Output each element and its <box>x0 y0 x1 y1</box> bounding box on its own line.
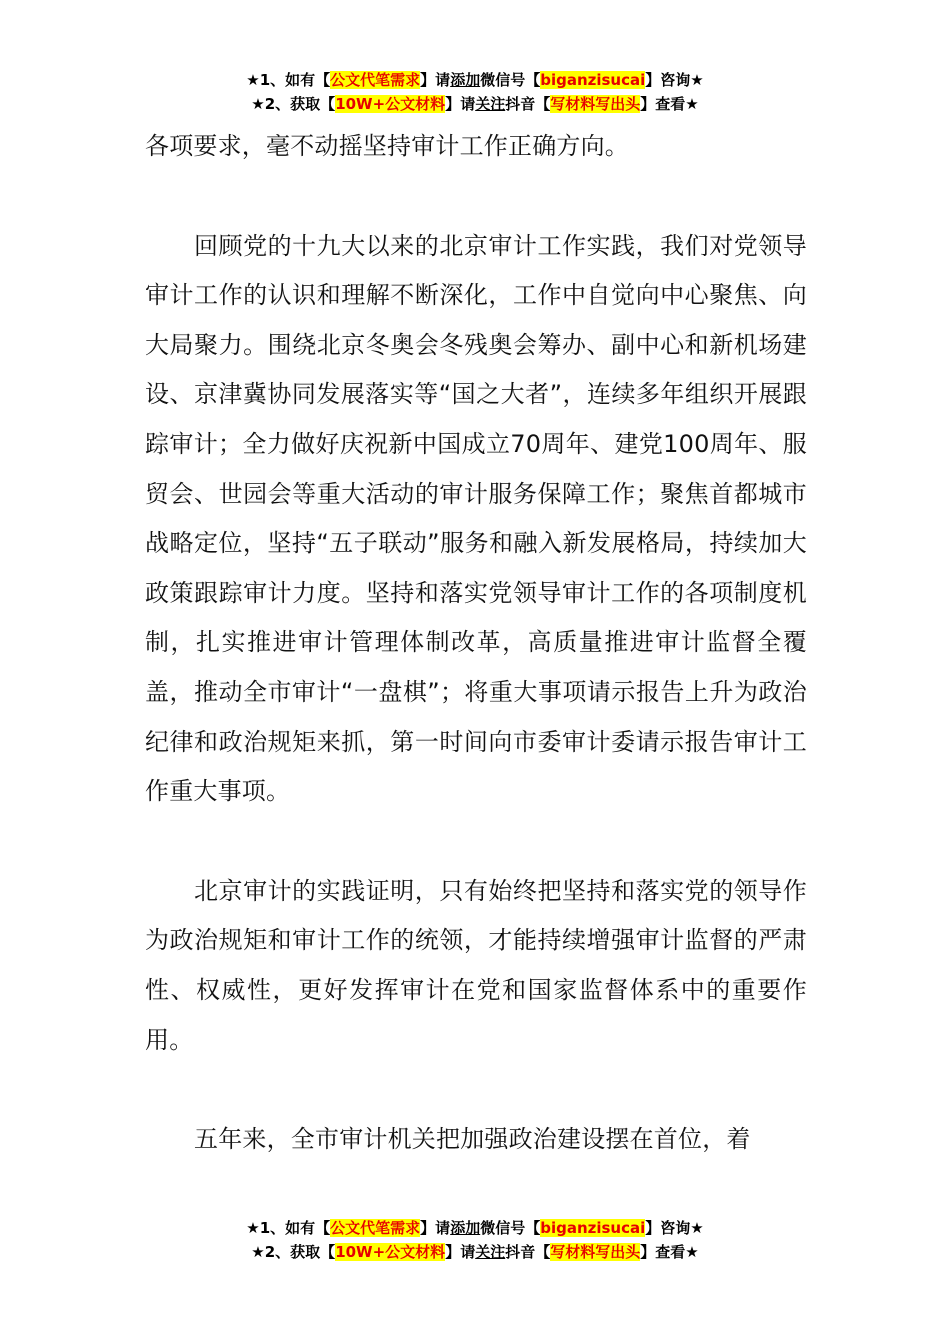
highlight-douyin-id: 写材料写出头 <box>550 95 641 113</box>
highlight-materials: 10W+公文材料 <box>335 95 446 113</box>
banner-text: 】请 <box>420 1219 451 1237</box>
banner-text: 微信号【 <box>480 71 541 89</box>
banner-text: 】咨询★ <box>645 1219 704 1237</box>
underlined-text: 添加 <box>450 71 481 89</box>
highlight-wechat-id: biganzisucai <box>540 71 646 89</box>
banner-text: 】请 <box>445 95 476 113</box>
paragraph-continuation: 各项要求，毫不动摇坚持审计工作正确方向。 <box>145 132 629 160</box>
highlight-wechat-id: biganzisucai <box>540 1219 646 1237</box>
paragraph: 北京审计的实践证明，只有始终把坚持和落实党的领导作为政治规矩和审计工作的统领，才能持续增强审计监督的严肃性、权威性，更好发挥审计在党和国家监督体系中的重要作用。 <box>145 876 807 1054</box>
footer-banner <box>0 1216 950 1264</box>
banner-line-2 <box>0 92 950 116</box>
highlight-service: 公文代笔需求 <box>330 71 421 89</box>
banner-line-1 <box>0 1216 950 1240</box>
banner-text: ★1、如有【 <box>246 71 331 89</box>
banner-text: 抖音【 <box>505 95 551 113</box>
banner-text: ★2、获取【 <box>251 95 336 113</box>
banner-line-1 <box>0 68 950 92</box>
underlined-text: 关注 <box>475 95 506 113</box>
banner-text: 】咨询★ <box>645 71 704 89</box>
banner-text: 微信号【 <box>480 1219 541 1237</box>
paragraph: 五年来，全市审计机关把加强政治建设摆在首位，着 <box>194 1125 751 1154</box>
banner-text: 】请 <box>445 1243 476 1261</box>
underlined-text: 关注 <box>475 1243 506 1261</box>
banner-line-2 <box>0 1240 950 1264</box>
header-banner <box>0 68 950 116</box>
banner-text: ★2、获取【 <box>251 1243 336 1261</box>
highlight-materials: 10W+公文材料 <box>335 1243 446 1261</box>
banner-text: 】查看★ <box>640 95 699 113</box>
banner-text: 抖音【 <box>505 1243 551 1261</box>
underlined-text: 添加 <box>450 1219 481 1237</box>
banner-text: ★1、如有【 <box>246 1219 331 1237</box>
document-body <box>145 122 807 1165</box>
highlight-douyin-id: 写材料写出头 <box>550 1243 641 1261</box>
paragraph: 回顾党的十九大以来的北京审计工作实践，我们对党领导审计工作的认识和理解不断深化，工作中自觉向中心聚焦、向大局聚力。围绕北京冬奥会冬残奥会筹办、副中心和新机场建设、京津冀协同发展落实等“国之大者”，连续多年组织开展跟踪审计；全力做好庆祝新中国成立70周年、建党100周年、服贸会、世园会等重大活动的审计服务保障工作；聚焦首都城市战略定位，坚持“五子联动”服务和融入新发展格局，持续加大政策跟踪审计力度。坚持和落实党领导审计工作的各项制度机制，扎实推进审计管理体制改革，高质量推进审计监督全覆盖，推动全市审计“一盘棋”；将重大事项请示报告上升为政治纪律和政治规矩来抓，第一时间向市委审计委请示报告审计工作重大事项。 <box>145 231 807 806</box>
highlight-service: 公文代笔需求 <box>330 1219 421 1237</box>
banner-text: 】查看★ <box>640 1243 699 1261</box>
banner-text: 】请 <box>420 71 451 89</box>
